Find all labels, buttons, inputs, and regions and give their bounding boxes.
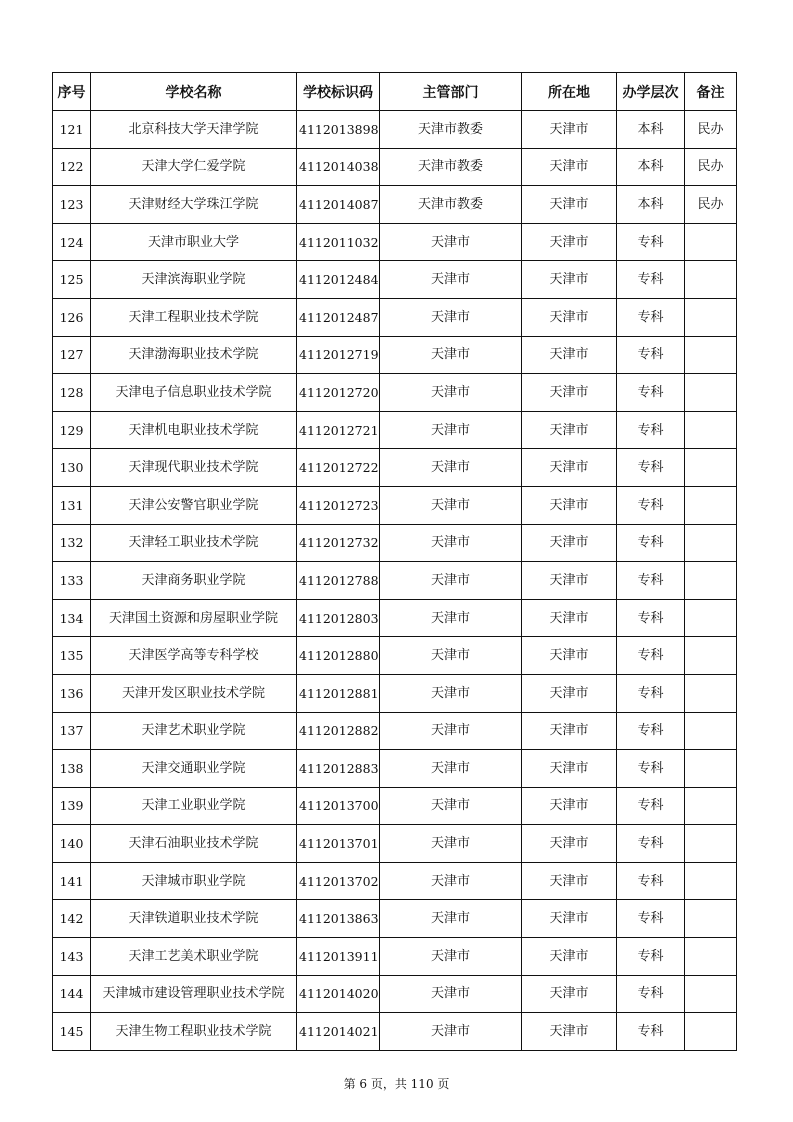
cell-location: 天津市	[522, 787, 617, 825]
cell-level: 专科	[617, 261, 685, 299]
cell-location: 天津市	[522, 186, 617, 224]
cell-level: 专科	[617, 938, 685, 976]
cell-index: 127	[53, 336, 91, 374]
cell-school-name: 天津工艺美术职业学院	[91, 938, 297, 976]
cell-level: 本科	[617, 186, 685, 224]
cell-school-code: 4112013702	[297, 862, 380, 900]
table-row	[53, 486, 737, 524]
cell-school-code: 4112012723	[297, 486, 380, 524]
cell-location: 天津市	[522, 750, 617, 788]
cell-school-code: 4112012722	[297, 449, 380, 487]
table-row	[53, 862, 737, 900]
cell-remark: 民办	[685, 186, 737, 224]
cell-remark	[685, 637, 737, 675]
cell-index: 138	[53, 750, 91, 788]
cell-location: 天津市	[522, 1013, 617, 1051]
table-row	[53, 186, 737, 224]
cell-school-code: 4112013700	[297, 787, 380, 825]
cell-location: 天津市	[522, 862, 617, 900]
table-row	[53, 148, 737, 186]
cell-remark	[685, 374, 737, 412]
table-row	[53, 411, 737, 449]
cell-level: 专科	[617, 787, 685, 825]
cell-level: 专科	[617, 223, 685, 261]
cell-school-code: 4112014038	[297, 148, 380, 186]
table-row	[53, 449, 737, 487]
cell-location: 天津市	[522, 148, 617, 186]
cell-department: 天津市	[380, 975, 522, 1013]
cell-index: 123	[53, 186, 91, 224]
cell-level: 专科	[617, 449, 685, 487]
cell-school-name: 天津铁道职业技术学院	[91, 900, 297, 938]
cell-index: 128	[53, 374, 91, 412]
cell-department: 天津市	[380, 637, 522, 675]
header-index: 序号	[53, 73, 91, 111]
table-row	[53, 336, 737, 374]
cell-location: 天津市	[522, 223, 617, 261]
cell-school-name: 天津财经大学珠江学院	[91, 186, 297, 224]
cell-level: 专科	[617, 524, 685, 562]
cell-department: 天津市	[380, 750, 522, 788]
cell-school-code: 4112012882	[297, 712, 380, 750]
table-row	[53, 298, 737, 336]
table-row	[53, 900, 737, 938]
cell-department: 天津市	[380, 562, 522, 600]
cell-school-code: 4112012883	[297, 750, 380, 788]
cell-level: 专科	[617, 674, 685, 712]
cell-department: 天津市	[380, 787, 522, 825]
cell-school-code: 4112012720	[297, 374, 380, 412]
cell-department: 天津市	[380, 900, 522, 938]
table-row	[53, 562, 737, 600]
cell-school-code: 4112012721	[297, 411, 380, 449]
cell-school-name: 天津机电职业技术学院	[91, 411, 297, 449]
cell-school-code: 4112012881	[297, 674, 380, 712]
cell-remark	[685, 825, 737, 863]
cell-level: 专科	[617, 975, 685, 1013]
cell-school-code: 4112012803	[297, 599, 380, 637]
cell-index: 130	[53, 449, 91, 487]
cell-school-code: 4112014087	[297, 186, 380, 224]
cell-index: 136	[53, 674, 91, 712]
cell-school-code: 4112012484	[297, 261, 380, 299]
table-row	[53, 938, 737, 976]
cell-school-name: 天津公安警官职业学院	[91, 486, 297, 524]
cell-school-code: 4112014020	[297, 975, 380, 1013]
cell-index: 137	[53, 712, 91, 750]
cell-level: 专科	[617, 336, 685, 374]
cell-department: 天津市	[380, 223, 522, 261]
header-level: 办学层次	[617, 73, 685, 111]
cell-remark	[685, 336, 737, 374]
cell-remark	[685, 449, 737, 487]
cell-department: 天津市	[380, 938, 522, 976]
cell-location: 天津市	[522, 336, 617, 374]
header-department: 主管部门	[380, 73, 522, 111]
header-remark: 备注	[685, 73, 737, 111]
cell-school-name: 天津电子信息职业技术学院	[91, 374, 297, 412]
cell-department: 天津市	[380, 862, 522, 900]
cell-school-code: 4112012880	[297, 637, 380, 675]
cell-location: 天津市	[522, 374, 617, 412]
cell-location: 天津市	[522, 975, 617, 1013]
cell-department: 天津市	[380, 486, 522, 524]
header-school-code: 学校标识码	[297, 73, 380, 111]
cell-department: 天津市	[380, 599, 522, 637]
table-row	[53, 261, 737, 299]
table-row	[53, 374, 737, 412]
cell-level: 专科	[617, 486, 685, 524]
cell-department: 天津市教委	[380, 186, 522, 224]
cell-index: 126	[53, 298, 91, 336]
cell-remark	[685, 750, 737, 788]
cell-remark: 民办	[685, 111, 737, 149]
table-row	[53, 750, 737, 788]
cell-level: 专科	[617, 712, 685, 750]
cell-level: 本科	[617, 111, 685, 149]
cell-remark	[685, 562, 737, 600]
cell-location: 天津市	[522, 524, 617, 562]
table-row	[53, 975, 737, 1013]
header-location: 所在地	[522, 73, 617, 111]
table-row	[53, 825, 737, 863]
cell-remark	[685, 862, 737, 900]
cell-school-code: 4112013911	[297, 938, 380, 976]
cell-remark: 民办	[685, 148, 737, 186]
table-row	[53, 111, 737, 149]
cell-department: 天津市教委	[380, 111, 522, 149]
cell-school-name: 天津城市建设管理职业技术学院	[91, 975, 297, 1013]
cell-index: 124	[53, 223, 91, 261]
cell-level: 本科	[617, 148, 685, 186]
cell-level: 专科	[617, 374, 685, 412]
cell-level: 专科	[617, 599, 685, 637]
cell-school-name: 天津生物工程职业技术学院	[91, 1013, 297, 1051]
cell-location: 天津市	[522, 111, 617, 149]
table-row	[53, 223, 737, 261]
cell-index: 144	[53, 975, 91, 1013]
cell-school-name: 天津现代职业技术学院	[91, 449, 297, 487]
table-row	[53, 787, 737, 825]
cell-remark	[685, 298, 737, 336]
cell-location: 天津市	[522, 599, 617, 637]
cell-school-code: 4112012788	[297, 562, 380, 600]
cell-index: 139	[53, 787, 91, 825]
cell-department: 天津市	[380, 1013, 522, 1051]
cell-remark	[685, 787, 737, 825]
cell-school-code: 4112013863	[297, 900, 380, 938]
cell-remark	[685, 1013, 737, 1051]
cell-school-name: 天津轻工职业技术学院	[91, 524, 297, 562]
cell-remark	[685, 900, 737, 938]
cell-location: 天津市	[522, 449, 617, 487]
cell-school-code: 4112012487	[297, 298, 380, 336]
cell-school-name: 天津滨海职业学院	[91, 261, 297, 299]
table-row	[53, 1013, 737, 1051]
cell-index: 125	[53, 261, 91, 299]
header-school-name: 学校名称	[91, 73, 297, 111]
table-body	[53, 111, 737, 1051]
table-row	[53, 599, 737, 637]
cell-school-name: 天津工程职业技术学院	[91, 298, 297, 336]
cell-index: 132	[53, 524, 91, 562]
cell-school-name: 天津医学高等专科学校	[91, 637, 297, 675]
cell-school-code: 4112011032	[297, 223, 380, 261]
cell-school-name: 北京科技大学天津学院	[91, 111, 297, 149]
cell-school-name: 天津城市职业学院	[91, 862, 297, 900]
cell-index: 141	[53, 862, 91, 900]
cell-index: 133	[53, 562, 91, 600]
cell-remark	[685, 411, 737, 449]
cell-location: 天津市	[522, 562, 617, 600]
cell-location: 天津市	[522, 674, 617, 712]
cell-location: 天津市	[522, 900, 617, 938]
cell-remark	[685, 674, 737, 712]
cell-location: 天津市	[522, 637, 617, 675]
cell-location: 天津市	[522, 298, 617, 336]
cell-location: 天津市	[522, 938, 617, 976]
cell-school-code: 4112012719	[297, 336, 380, 374]
cell-remark	[685, 486, 737, 524]
cell-level: 专科	[617, 411, 685, 449]
cell-index: 142	[53, 900, 91, 938]
cell-school-name: 天津艺术职业学院	[91, 712, 297, 750]
cell-school-name: 天津渤海职业技术学院	[91, 336, 297, 374]
cell-department: 天津市	[380, 825, 522, 863]
cell-department: 天津市	[380, 449, 522, 487]
table-row	[53, 524, 737, 562]
cell-level: 专科	[617, 637, 685, 675]
cell-department: 天津市	[380, 374, 522, 412]
cell-level: 专科	[617, 1013, 685, 1051]
cell-school-code: 4112013898	[297, 111, 380, 149]
cell-index: 140	[53, 825, 91, 863]
cell-school-name: 天津工业职业学院	[91, 787, 297, 825]
cell-department: 天津市教委	[380, 148, 522, 186]
cell-level: 专科	[617, 562, 685, 600]
cell-index: 143	[53, 938, 91, 976]
cell-location: 天津市	[522, 261, 617, 299]
cell-school-name: 天津石油职业技术学院	[91, 825, 297, 863]
cell-index: 131	[53, 486, 91, 524]
cell-level: 专科	[617, 298, 685, 336]
cell-school-name: 天津商务职业学院	[91, 562, 297, 600]
cell-index: 129	[53, 411, 91, 449]
cell-remark	[685, 599, 737, 637]
cell-level: 专科	[617, 750, 685, 788]
table-header-row	[53, 73, 737, 111]
school-list-table	[52, 72, 737, 1051]
cell-remark	[685, 261, 737, 299]
cell-school-name: 天津国土资源和房屋职业学院	[91, 599, 297, 637]
cell-level: 专科	[617, 825, 685, 863]
cell-school-code: 4112014021	[297, 1013, 380, 1051]
table-row	[53, 674, 737, 712]
cell-level: 专科	[617, 862, 685, 900]
cell-school-code: 4112012732	[297, 524, 380, 562]
cell-level: 专科	[617, 900, 685, 938]
cell-remark	[685, 524, 737, 562]
cell-location: 天津市	[522, 486, 617, 524]
cell-department: 天津市	[380, 524, 522, 562]
cell-department: 天津市	[380, 336, 522, 374]
cell-index: 135	[53, 637, 91, 675]
cell-remark	[685, 975, 737, 1013]
cell-location: 天津市	[522, 712, 617, 750]
cell-location: 天津市	[522, 825, 617, 863]
cell-department: 天津市	[380, 712, 522, 750]
page-footer: 第 6 页，共 110 页	[343, 1077, 450, 1091]
cell-school-name: 天津交通职业学院	[91, 750, 297, 788]
cell-remark	[685, 223, 737, 261]
table-row	[53, 637, 737, 675]
cell-school-code: 4112013701	[297, 825, 380, 863]
cell-remark	[685, 938, 737, 976]
table-row	[53, 712, 737, 750]
cell-department: 天津市	[380, 674, 522, 712]
cell-index: 122	[53, 148, 91, 186]
cell-location: 天津市	[522, 411, 617, 449]
cell-index: 145	[53, 1013, 91, 1051]
cell-school-name: 天津市职业大学	[91, 223, 297, 261]
cell-index: 121	[53, 111, 91, 149]
cell-department: 天津市	[380, 261, 522, 299]
cell-school-name: 天津大学仁爱学院	[91, 148, 297, 186]
cell-school-name: 天津开发区职业技术学院	[91, 674, 297, 712]
cell-department: 天津市	[380, 411, 522, 449]
cell-department: 天津市	[380, 298, 522, 336]
cell-index: 134	[53, 599, 91, 637]
cell-remark	[685, 712, 737, 750]
